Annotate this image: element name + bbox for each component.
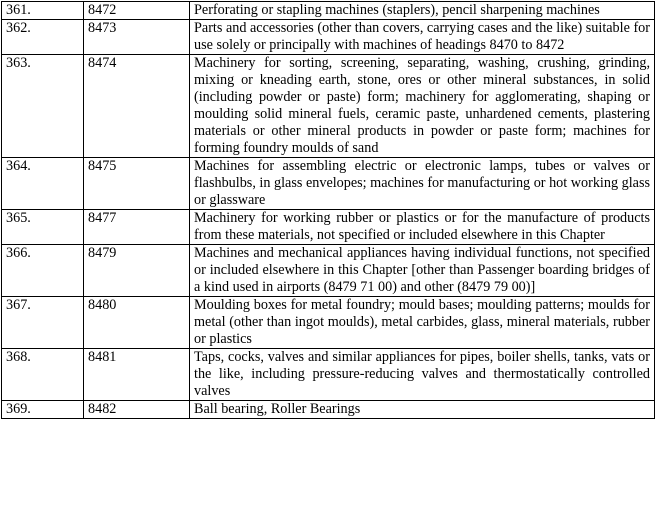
heading-code-cell: 8475 xyxy=(84,158,190,210)
table-row xyxy=(2,297,655,349)
serial-number-cell: 363. xyxy=(2,55,84,158)
heading-code-cell: 8480 xyxy=(84,297,190,349)
serial-number-cell: 366. xyxy=(2,245,84,297)
serial-number-cell: 369. xyxy=(2,401,84,419)
table-row xyxy=(2,349,655,401)
serial-number-cell: 365. xyxy=(2,210,84,245)
serial-number-cell: 361. xyxy=(2,2,84,20)
description-cell: Perforating or stapling machines (staplers), pencil sharpening machines xyxy=(190,2,655,20)
tariff-table xyxy=(1,1,655,419)
heading-code-cell: 8481 xyxy=(84,349,190,401)
table-row xyxy=(2,2,655,20)
serial-number-cell: 364. xyxy=(2,158,84,210)
heading-code-cell: 8473 xyxy=(84,20,190,55)
table-row xyxy=(2,245,655,297)
serial-number-cell: 367. xyxy=(2,297,84,349)
serial-number-cell: 368. xyxy=(2,349,84,401)
heading-code-cell: 8477 xyxy=(84,210,190,245)
table-row xyxy=(2,210,655,245)
description-cell: Ball bearing, Roller Bearings xyxy=(190,401,655,419)
table-row xyxy=(2,20,655,55)
heading-code-cell: 8472 xyxy=(84,2,190,20)
serial-number-cell: 362. xyxy=(2,20,84,55)
description-cell: Parts and accessories (other than covers, carrying cases and the like) suitable for use solely or principally with machines of headings 8470 to 8472 xyxy=(190,20,655,55)
tariff-table-body xyxy=(2,2,655,419)
table-row xyxy=(2,55,655,158)
table-row xyxy=(2,401,655,419)
heading-code-cell: 8482 xyxy=(84,401,190,419)
description-cell: Machinery for working rubber or plastics or for the manufacture of products from these materials, not specified or included elsewhere in this Chapter xyxy=(190,210,655,245)
description-cell: Machinery for sorting, screening, separating, washing, crushing, grinding, mixing or kneading earth, stone, ores or other mineral substances, in solid (including powder or paste) form; machinery for agglomerating, shaping or moulding solid mineral fuels, ceramic paste, unhardened cements, plastering materials or other mineral products in powder or paste form; machines for forming foundry moulds of sand xyxy=(190,55,655,158)
heading-code-cell: 8479 xyxy=(84,245,190,297)
description-cell: Taps, cocks, valves and similar appliances for pipes, boiler shells, tanks, vats or the like, including pressure-reducing valves and thermostatically controlled valves xyxy=(190,349,655,401)
description-cell: Moulding boxes for metal foundry; mould bases; moulding patterns; moulds for metal (other than ingot moulds), metal carbides, glass, mineral materials, rubber or plastics xyxy=(190,297,655,349)
heading-code-cell: 8474 xyxy=(84,55,190,158)
description-cell: Machines and mechanical appliances having individual functions, not specified or included elsewhere in this Chapter [other than Passenger boarding bridges of a kind used in airports (8479 71 00) and other (8479 79 00)] xyxy=(190,245,655,297)
table-row xyxy=(2,158,655,210)
description-cell: Machines for assembling electric or electronic lamps, tubes or valves or flashbulbs, in glass envelopes; machines for manufacturing or hot working glass or glassware xyxy=(190,158,655,210)
